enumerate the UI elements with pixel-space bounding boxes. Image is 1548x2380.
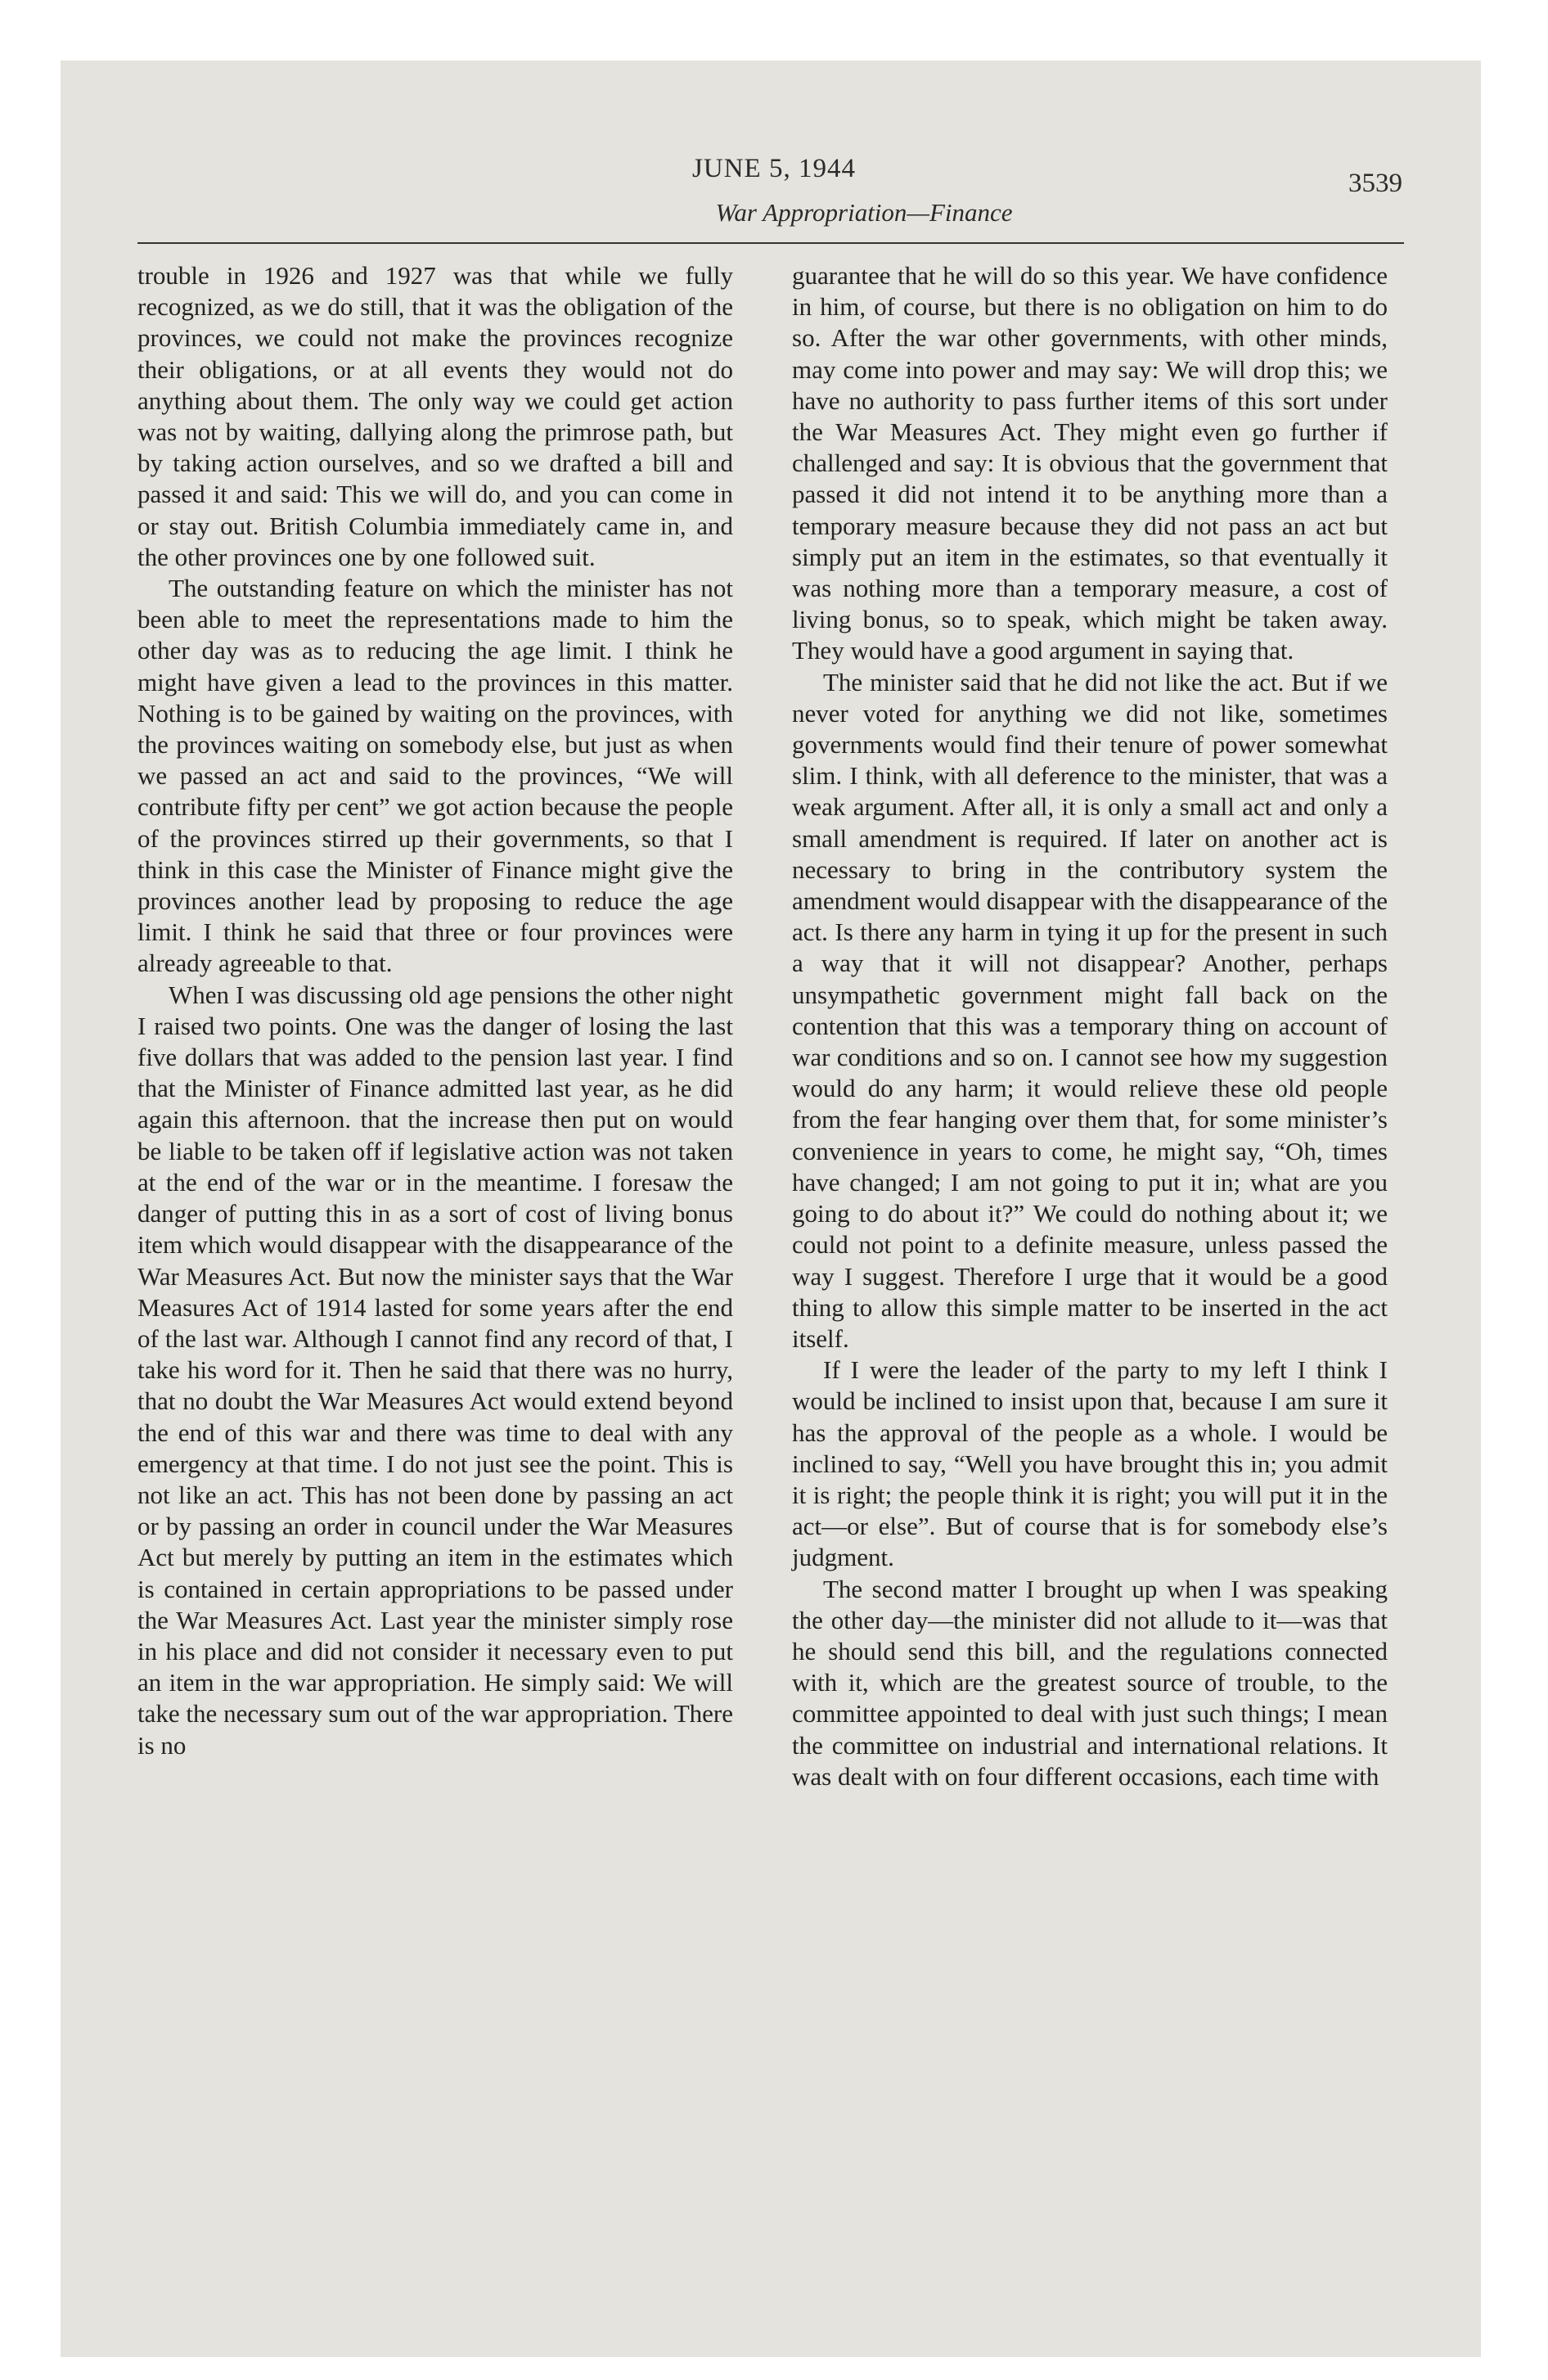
- paragraph: The second matter I brought up when I was speaking the other day—the minister did not allude to it—was that he should send this bill, and the regulations connected with it, which are the greatest source of trouble, to the committee appointed to deal with just such things; I mean the committee on industrial and international relations. It was dealt with on four different occasions, each time with: [792, 1574, 1388, 1791]
- header-rule: [137, 242, 1404, 244]
- left-column: [137, 260, 733, 1761]
- page-number: 3539: [1348, 169, 1402, 198]
- paragraph: The outstanding feature on which the minister has not been able to meet the representations made to him the other day was as to reducing the age limit. I think he might have given a lead to the provinces in this matter. Nothing is to be gained by waiting on the provinces, with the provinces waiting on somebody else, but just as when we passed an act and said to the provinces, “We will contribute fifty per cent” we got action because the people of the provinces stirred up their governments, so that I think in this case the Minister of Finance might give the provinces another lead by proposing to reduce the age limit. I think he said that three or four provinces were already agreeable to that.: [137, 574, 733, 978]
- header-section-title: War Appropriation—Finance: [715, 198, 1013, 227]
- paragraph: The minister said that he did not like the act. But if we never voted for anything we did not like, sometimes governments would find their tenure of power somewhat slim. I think, with all deference to the minister, that was a weak argument. After all, it is only a small act and only a small amendment is required. If later on another act is necessary to bring in the contributory system the amendment would disappear with the disappearance of the act. Is there any harm in tying it up for the present in such a way that it will not disappear? Another, perhaps unsympathetic government might fall back on the contention that this was a temporary thing on account of war conditions and so on. I cannot see how my suggestion would do any harm; it would relieve these old people from the fear hanging over them that, for some minister’s convenience in years to come, he might say, “Oh, times have changed; I am not going to put it in; what are you going to do about it?” We could do nothing about it; we could not point to a definite measure, unless passed the way I suggest. Therefore I urge that it would be a good thing to allow this simple matter to be inserted in the act itself.: [792, 667, 1388, 1353]
- header-date: JUNE 5, 1944: [692, 154, 856, 183]
- paragraph: When I was discussing old age pensions the other night I raised two points. One was the danger of losing the last five dollars that was added to the pension last year. I find that the Minister of Finance admitted last year, as he did again this afternoon. that the increase then put on would be liable to be taken off if legislative action was not taken at the end of the war or in the meantime. I foresaw the danger of putting this in as a sort of cost of living bonus item which would disappear with the disappearance of the War Measures Act. But now the minister says that the War Measures Act of 1914 lasted for some years after the end of the last war. Although I cannot find any record of that, I take his word for it. Then he said that there was no hurry, that no doubt the War Measures Act would extend beyond the end of this war and there was time to deal with any emergency at that time. I do not just see the point. This is not like an act. This has not been done by passing an act or by passing an order in council under the War Measures Act but merely by putting an item in the estimates which is contained in certain appropriations to be passed under the War Measures Act. Last year the minister simply rose in his place and did not consider it necessary even to put an item in the war appropriation. He simply said: We will take the necessary sum out of the war appropriation. There is no: [137, 980, 733, 1760]
- running-header: [0, 0, 1548, 246]
- paragraph: If I were the leader of the party to my left I think I would be inclined to insist upon that, because I am sure it has the approval of the people as a whole. I would be inclined to say, “Well you have brought this in; you admit it is right; the people think it is right; you will put it in the act—or else”. But of course that is for somebody else’s judgment.: [792, 1355, 1388, 1572]
- paragraph: trouble in 1926 and 1927 was that while we fully recognized, as we do still, that it was the obligation of the provinces, we could not make the provinces recognize their obligations, or at all events they would not do anything about them. The only way we could get action was not by waiting, dallying along the primrose path, but by taking action ourselves, and so we drafted a bill and passed it and said: This we will do, and you can come in or stay out. British Columbia immediately came in, and the other provinces one by one followed suit.: [137, 261, 733, 571]
- right-column: [792, 260, 1388, 1792]
- paragraph: guarantee that he will do so this year. We have confidence in him, of course, but there is no obligation on him to do so. After the war other governments, with other minds, may come into power and may say: We will drop this; we have no authority to pass further items of this sort under the War Measures Act. They might even go further if challenged and say: It is obvious that the government that passed it did not intend it to be anything more than a temporary measure because they did not pass an act but simply put an item in the estimates, so that eventually it was nothing more than a temporary measure, a cost of living bonus, so to speak, which might be taken away. They would have a good argument in saying that.: [792, 261, 1388, 665]
